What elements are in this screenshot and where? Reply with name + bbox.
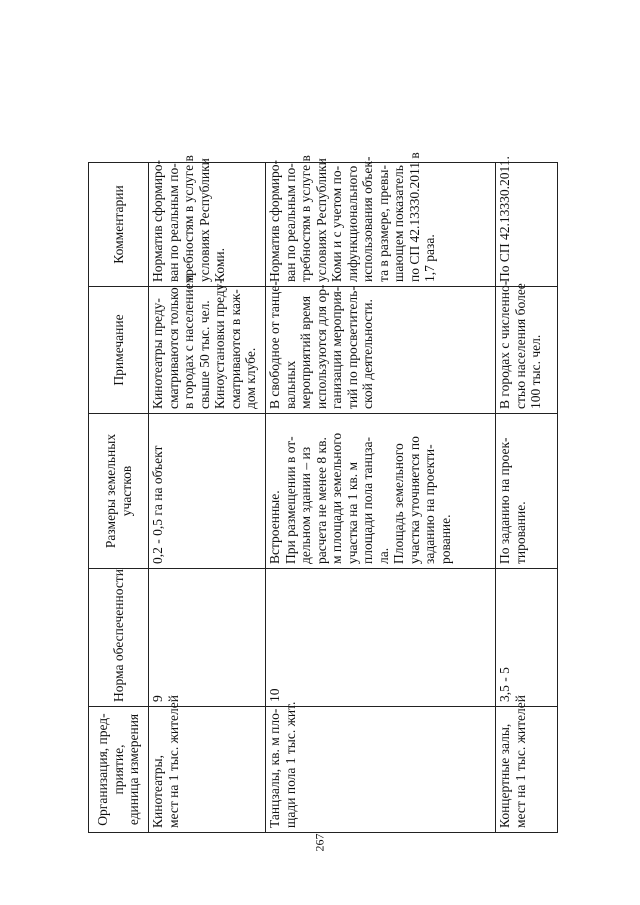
cell-org [496,695,558,833]
cell-line: свыше 50 тыс. чел. [196,300,212,409]
cell-line: сматриваются только [165,287,181,409]
table-row [266,23,496,833]
cell-size [266,414,496,569]
cell-line: 0,2 - 0,5 га на объект [150,445,165,564]
table-row [496,23,558,833]
cell-line: тирование. [512,501,528,564]
cell-note [149,274,266,414]
cell-comment [266,152,496,287]
cell-line: ганизации мероприя- [329,286,344,409]
cell-line: Размеры земельных [103,433,118,549]
cell-line: По СП 42.13330.2011. [497,156,512,282]
cell-line: та в размере, превы- [375,165,391,282]
cell-line: Норматив сформиро- [150,160,165,282]
cell-line: в городах с населением [181,274,196,409]
header-note [89,287,149,414]
cell-line: Концертные залы, [497,723,512,828]
cell-org [149,695,266,833]
cell-line: вальных [282,360,298,409]
cell-line: по СП 42.13330.2011 в [406,152,422,282]
cell-line: мест на 1 тыс. жителей [512,695,528,828]
cell-line: использования объек- [360,156,375,282]
cell-line: Примечание [110,314,126,386]
cell-line: Норматив сформиро- [267,160,282,282]
header-norm [89,569,149,707]
cell-line: ской деятельности. [360,299,375,409]
header-comment [89,163,149,287]
cell-note [496,280,558,414]
cell-norm [149,569,266,707]
cell-org [266,701,496,833]
header-size [89,414,149,569]
cell-comment [149,155,266,287]
cell-line: рование. [437,514,453,564]
cell-line: Коми и с учетом по- [329,165,344,282]
cell-norm [266,569,496,707]
cell-line: 1,7 раза. [422,234,437,282]
cell-line: участка уточняется по [406,436,422,564]
cell-line: условиях Республики [313,158,329,282]
cell-norm [496,569,558,707]
cell-line: 10 [267,688,282,702]
cell-size [496,414,558,569]
cell-line: дом клубе. [243,347,258,409]
cell-line: мероприятий время [298,295,313,409]
header-org [89,707,149,833]
cell-line: Комментарии [110,185,126,264]
cell-line: ван по реальным по- [282,163,298,282]
cell-line: сматриваются в каж- [227,289,243,409]
cell-line: мест на 1 тыс. жителей [165,695,181,828]
cell-line: Коми. [212,248,227,282]
cell-line: участка на 1 кв. м [344,461,360,564]
cell-line: шающем показатель [391,165,406,282]
cell-line: условиях Республики [196,158,212,282]
cell-line: Площадь земельного [391,443,406,564]
cell-line: расчета не менее 8 кв. [313,437,329,564]
cell-line: единица измерения [126,713,142,826]
cell-line: м площади земельного [329,432,344,564]
cell-line: Организация, пред- [95,713,111,826]
cell-line: заданию на проекти- [422,444,437,564]
cell-line: площади пола танцза- [360,437,375,564]
cell-line: тий по просветитель- [344,286,360,409]
cell-line: Кинотеатры, [150,755,165,828]
cell-line: требностям в услуге в [181,155,196,282]
cell-line: 100 тыс. чел. [528,334,543,409]
cell-line: используются для ор- [313,284,329,409]
cell-line: При размещении в от- [282,436,298,564]
cell-line: приятие, [110,744,126,795]
cell-line: Танцзалы, кв. м пло- [267,708,282,828]
cell-line: щади пола 1 тыс. жит. [282,701,298,828]
cell-line: стью населения более [512,283,528,409]
cell-line: требностям в услуге в [298,155,313,282]
cell-note [266,281,496,414]
cell-line: 3,5 - 5 [497,667,512,702]
cell-line: Киноустановки преду- [212,279,227,409]
cell-line: ла. [375,547,391,564]
cell-line: лифункционального [344,165,360,282]
cell-comment [496,156,558,287]
norms-table [88,22,558,833]
cell-size [149,414,266,569]
cell-line: В свободное от танце- [267,281,282,409]
cell-line: ван по реальным по- [165,163,181,282]
cell-line: В городах с численно- [497,280,512,409]
cell-line: Встроенные. [267,490,282,564]
page-number: 267 [312,833,327,852]
cell-line: дельном здании – из [298,446,313,564]
cell-line: участков [118,465,134,517]
rotated-table-container [88,23,558,833]
cell-line: 9 [150,695,165,702]
header-row [89,23,149,833]
cell-line: Норма обеспеченности [110,569,126,702]
table-row [149,23,266,833]
cell-line: Кинотеатры преду- [150,298,165,409]
cell-line: По заданию на проек- [497,437,512,564]
